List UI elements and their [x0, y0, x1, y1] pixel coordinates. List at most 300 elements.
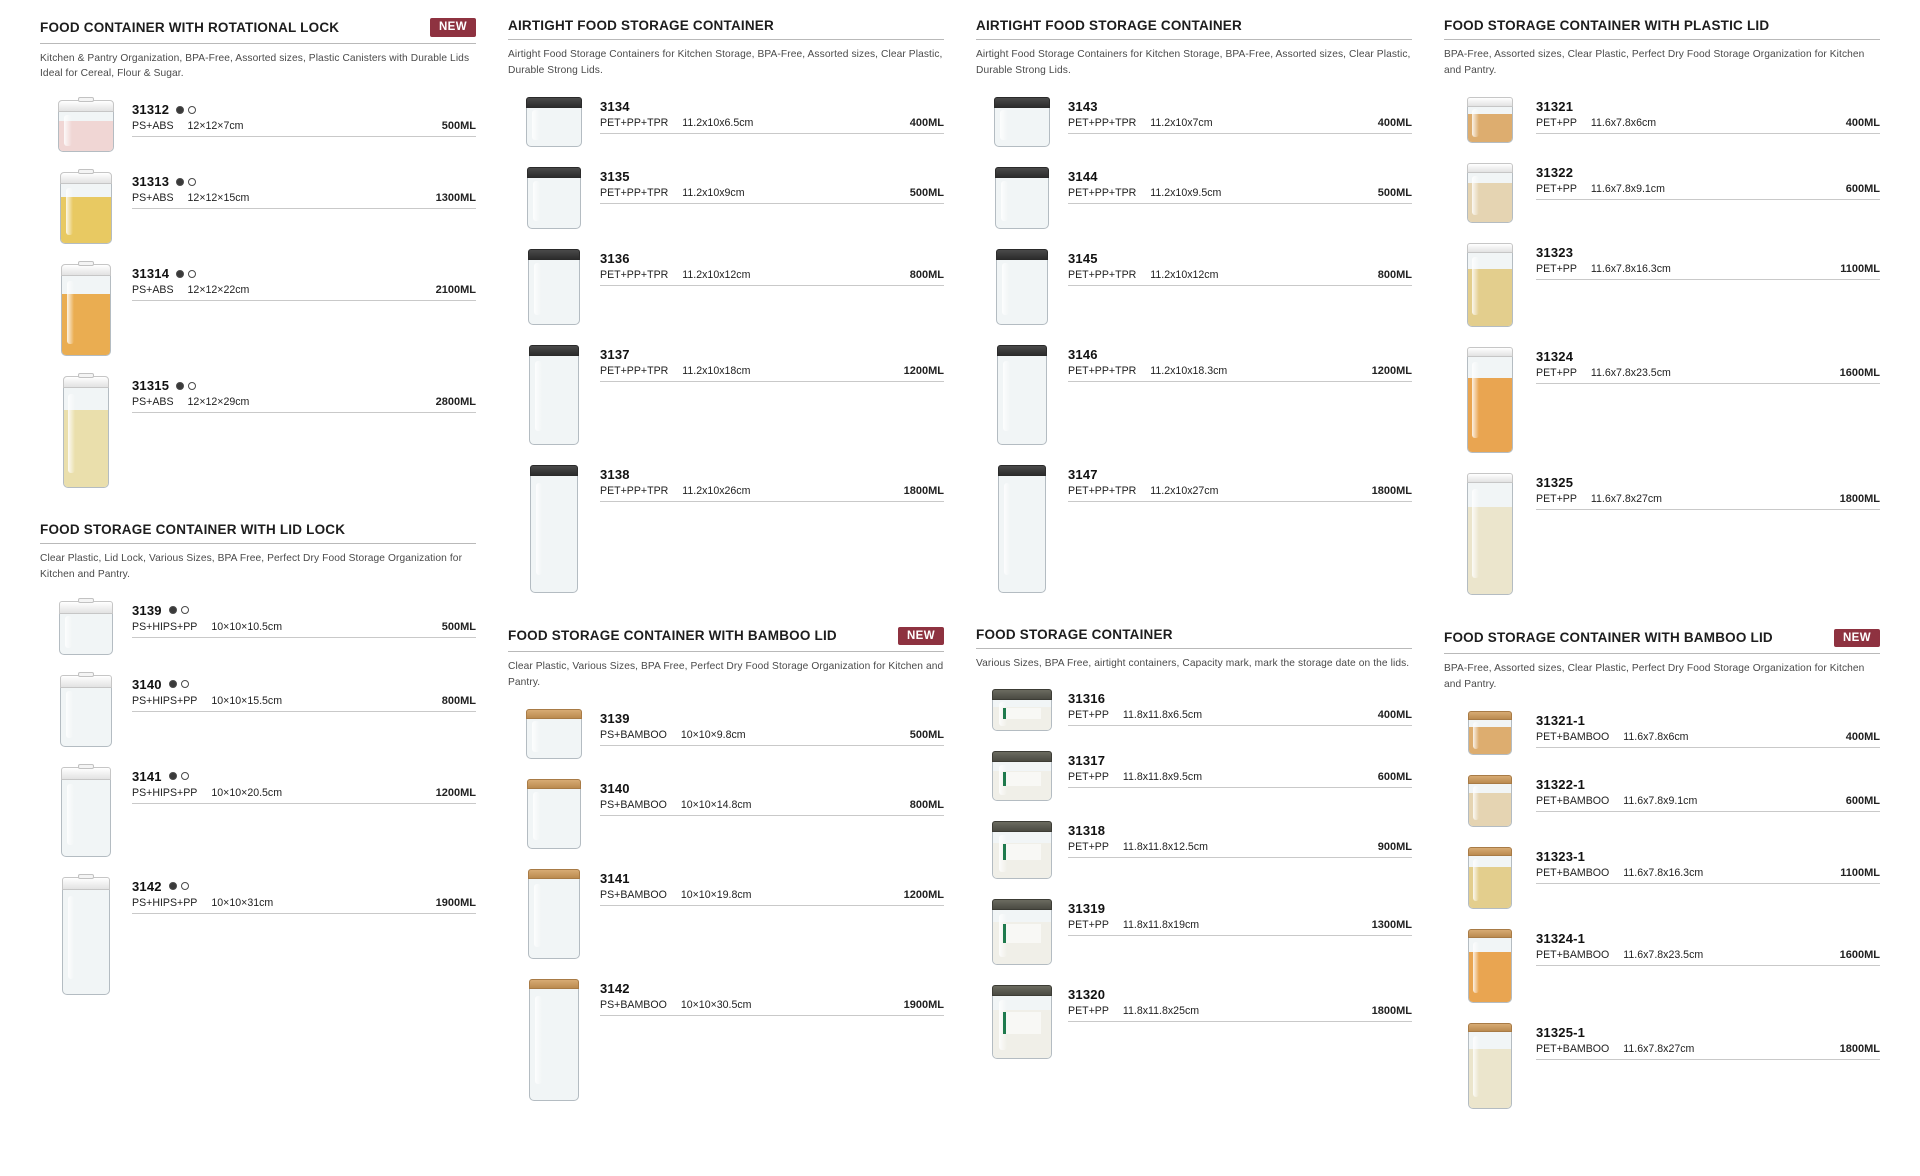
product-code-row	[600, 781, 944, 796]
product-dimensions: 11.6x7.8x6cm	[1623, 730, 1689, 743]
product-image	[1468, 711, 1512, 763]
product-image-cell	[40, 669, 132, 755]
container-body	[529, 356, 579, 445]
container-body	[527, 178, 581, 229]
section-header	[40, 18, 476, 44]
product-code: 31325-1	[1536, 1024, 1586, 1040]
container-body	[1467, 357, 1513, 453]
product-section	[40, 18, 476, 496]
product-capacity: 1800ML	[903, 484, 944, 497]
container-body	[1468, 856, 1512, 909]
product-image-cell	[508, 973, 600, 1109]
product-capacity: 1100ML	[1840, 262, 1880, 275]
product-spec-row	[1536, 367, 1880, 384]
product-image-cell	[976, 243, 1068, 333]
glass-highlight	[534, 263, 541, 314]
product-code-row	[1536, 165, 1880, 180]
section-description: Airtight Food Storage Containers for Kitchen Storage, BPA-Free, Assorted sizes, Clear Plastic, Durable Strong Lids.	[976, 49, 1411, 76]
glass-highlight	[536, 483, 542, 576]
product-capacity: 500ML	[441, 120, 476, 133]
product-code-row	[1536, 777, 1880, 792]
product-capacity: 1100ML	[1840, 866, 1880, 879]
container-lid	[994, 97, 1050, 108]
product-material: PS+BAMBOO	[600, 728, 667, 741]
product-image-cell	[508, 161, 600, 237]
product-spec-row	[600, 889, 944, 906]
product-spec-row	[1536, 183, 1880, 200]
product-image	[61, 767, 111, 865]
glass-highlight	[532, 110, 540, 140]
product-material: PET+PP	[1068, 841, 1109, 854]
product-info	[1536, 1017, 1880, 1060]
product-capacity: 400ML	[909, 116, 944, 129]
product-row	[1444, 237, 1880, 335]
product-code-row	[600, 99, 944, 114]
color-swatch-open	[181, 680, 189, 688]
product-info	[1536, 841, 1880, 884]
product-image-cell	[1444, 341, 1536, 461]
product-image	[998, 465, 1046, 601]
container-body	[998, 476, 1046, 593]
color-swatches	[176, 106, 196, 114]
product-code-row	[600, 871, 944, 886]
product-list	[508, 91, 944, 601]
product-image	[995, 167, 1049, 237]
product-code: 3141	[132, 768, 162, 784]
product-material: PET+PP+TPR	[1068, 484, 1137, 497]
product-info	[1068, 893, 1412, 936]
color-swatch-open	[181, 772, 189, 780]
glass-highlight	[66, 691, 73, 737]
glass-highlight	[1003, 361, 1010, 431]
container-body	[992, 996, 1052, 1059]
product-image-cell	[40, 258, 132, 364]
product-code: 31323	[1536, 244, 1574, 260]
product-material: PET+PP+TPR	[1068, 186, 1137, 199]
product-code: 31318	[1068, 823, 1106, 839]
container-lid	[526, 709, 582, 719]
product-spec-row	[600, 269, 944, 286]
section-title: AIRTIGHT FOOD STORAGE CONTAINER	[508, 18, 774, 33]
container-body	[60, 688, 112, 747]
product-spec-row	[1068, 187, 1412, 204]
product-image-cell	[1444, 157, 1536, 231]
product-info	[1068, 459, 1412, 502]
product-info	[600, 91, 944, 134]
product-dimensions: 10×10×19.8cm	[680, 888, 752, 901]
product-row	[1444, 923, 1880, 1011]
color-swatch-filled	[169, 606, 177, 614]
product-code: 31321	[1536, 98, 1574, 114]
product-capacity: 1600ML	[1839, 366, 1880, 379]
product-image-cell	[40, 595, 132, 663]
product-capacity: 1200ML	[903, 364, 944, 377]
product-capacity: 1200ML	[435, 786, 476, 799]
product-dimensions: 12×12×29cm	[187, 396, 250, 409]
col-3	[960, 18, 1428, 1158]
product-spec-row	[600, 485, 944, 502]
section-description: Clear Plastic, Lid Lock, Various Sizes, BPA Free, Perfect Dry Food Storage Organization for Kitchen and Pantry.	[40, 553, 463, 581]
product-dimensions: 11.8x11.8x12.5cm	[1122, 841, 1208, 854]
product-code-row	[132, 879, 476, 894]
product-dimensions: 11.6x7.8x27cm	[1623, 1042, 1695, 1055]
product-code: 31317	[1068, 753, 1106, 769]
product-image	[1468, 775, 1512, 835]
product-image	[994, 97, 1050, 155]
product-dimensions: 11.2x10x27cm	[1150, 484, 1219, 497]
glass-highlight	[1473, 786, 1479, 820]
product-spec-row	[1068, 117, 1412, 134]
container-lid	[1467, 347, 1513, 357]
product-code: 31314	[132, 266, 170, 282]
glass-highlight	[1000, 110, 1008, 140]
product-capacity: 400ML	[1845, 116, 1880, 129]
product-row	[976, 979, 1412, 1067]
product-section	[1444, 18, 1880, 603]
color-swatch-filled	[169, 680, 177, 688]
product-code-row	[1068, 691, 1412, 706]
product-spec-row	[132, 120, 476, 137]
product-material: PS+HIPS+PP	[132, 896, 198, 909]
product-code: 3142	[132, 878, 162, 894]
section-header	[1444, 629, 1880, 655]
product-spec-row	[1536, 867, 1880, 884]
product-dimensions: 10×10×14.8cm	[680, 798, 752, 811]
product-info	[600, 703, 944, 746]
product-info	[1536, 91, 1880, 134]
product-image	[526, 709, 582, 767]
product-code-row	[1068, 753, 1412, 768]
product-image	[1468, 847, 1512, 917]
product-row	[508, 91, 944, 155]
container-lid	[527, 167, 581, 178]
product-material: PET+PP+TPR	[600, 116, 669, 129]
product-material: PET+PP+TPR	[600, 484, 669, 497]
product-image-cell	[976, 161, 1068, 237]
container-body	[1467, 107, 1513, 143]
container-lid	[1467, 163, 1513, 173]
container-lid	[1468, 847, 1512, 856]
product-capacity: 1200ML	[1371, 364, 1412, 377]
container-lid	[992, 899, 1052, 910]
product-image-cell	[508, 243, 600, 333]
product-info	[1068, 815, 1412, 858]
product-dimensions: 11.6x7.8x16.3cm	[1590, 262, 1671, 275]
container-lid	[530, 465, 578, 476]
product-image-cell	[40, 94, 132, 160]
product-spec-row	[1536, 493, 1880, 510]
product-spec-row	[600, 117, 944, 134]
container-body	[528, 879, 580, 959]
product-code-row	[1536, 475, 1880, 490]
product-spec-row	[1536, 731, 1880, 748]
product-capacity: 1900ML	[903, 998, 944, 1011]
glass-highlight	[533, 792, 540, 839]
product-list	[1444, 705, 1880, 1117]
product-image-cell	[40, 761, 132, 865]
container-lid	[63, 376, 109, 388]
product-spec-row	[132, 284, 476, 301]
product-image	[529, 979, 579, 1109]
product-spec-row	[132, 695, 476, 712]
product-image-cell	[40, 166, 132, 252]
container-body	[1468, 784, 1512, 827]
product-capacity: 1900ML	[435, 896, 476, 909]
product-info	[600, 773, 944, 816]
product-code-row	[600, 711, 944, 726]
product-image-cell	[508, 703, 600, 767]
product-info	[1536, 237, 1880, 280]
product-code: 31322-1	[1536, 776, 1586, 792]
product-row	[1444, 91, 1880, 151]
product-image-cell	[40, 370, 132, 496]
product-image-cell	[976, 683, 1068, 739]
product-capacity: 600ML	[1377, 771, 1412, 784]
glass-highlight	[1472, 109, 1478, 137]
product-image	[61, 264, 111, 364]
product-section	[508, 18, 944, 601]
container-lid	[529, 345, 579, 356]
product-dimensions: 10×10×15.5cm	[211, 694, 283, 707]
product-list	[976, 683, 1412, 1067]
container-body	[528, 260, 580, 325]
product-capacity: 800ML	[1377, 268, 1412, 281]
product-code: 31322	[1536, 164, 1574, 180]
product-image-cell	[1444, 467, 1536, 603]
product-material: PET+PP+TPR	[1068, 116, 1137, 129]
container-body	[529, 989, 579, 1101]
product-row	[1444, 157, 1880, 231]
product-code-row	[1536, 349, 1880, 364]
product-spec-row	[600, 799, 944, 816]
product-code: 3143	[1068, 98, 1098, 114]
product-spec-row	[1068, 485, 1412, 502]
lid-lock-knob	[78, 169, 94, 174]
container-body	[530, 476, 578, 593]
product-spec-row	[600, 187, 944, 204]
glass-highlight	[1002, 263, 1009, 314]
product-material: PET+BAMBOO	[1536, 1042, 1610, 1055]
product-material: PET+PP+TPR	[600, 268, 669, 281]
glass-highlight	[65, 616, 72, 648]
product-code: 3146	[1068, 346, 1098, 362]
product-spec-row	[132, 897, 476, 914]
product-image	[992, 899, 1052, 973]
product-dimensions: 11.2x10x26cm	[682, 484, 751, 497]
product-list	[40, 94, 476, 496]
glass-highlight	[1472, 257, 1478, 315]
product-code: 3145	[1068, 250, 1098, 266]
glass-highlight	[68, 394, 74, 473]
product-dimensions: 11.6x7.8x16.3cm	[1623, 866, 1704, 879]
product-code-row	[132, 603, 476, 618]
container-lid	[997, 345, 1047, 356]
product-code: 31313	[132, 174, 170, 190]
product-material: PS+ABS	[132, 120, 174, 133]
product-capacity: 800ML	[909, 798, 944, 811]
container-body	[60, 184, 112, 244]
container-body	[1468, 938, 1512, 1003]
product-code: 31321-1	[1536, 712, 1586, 728]
product-image-cell	[1444, 769, 1536, 835]
product-row	[40, 166, 476, 252]
product-image-cell	[40, 871, 132, 1003]
product-code: 31315	[132, 378, 170, 394]
glass-highlight	[532, 721, 540, 752]
product-material: PS+BAMBOO	[600, 998, 667, 1011]
product-section	[508, 627, 944, 1109]
container-lid	[526, 97, 582, 108]
product-spec-row	[1536, 263, 1880, 280]
product-spec-row	[600, 729, 944, 746]
container-body	[62, 890, 110, 995]
product-code-row	[1536, 931, 1880, 946]
product-capacity: 1300ML	[1371, 919, 1412, 932]
section-header	[976, 18, 1412, 40]
product-info	[600, 243, 944, 286]
product-image-cell	[976, 339, 1068, 453]
color-swatches	[169, 680, 189, 688]
product-dimensions: 11.8x11.8x9.5cm	[1122, 771, 1203, 784]
glass-highlight	[68, 896, 74, 979]
lid-lock-knob	[78, 598, 94, 603]
product-dimensions: 11.2x10x18cm	[682, 364, 751, 377]
section-title: FOOD CONTAINER WITH ROTATIONAL LOCK	[40, 19, 340, 35]
capacity-mark-label	[1003, 1012, 1040, 1034]
product-image	[527, 167, 581, 237]
product-code-row	[1068, 169, 1412, 184]
product-code: 3138	[600, 466, 630, 482]
product-info	[1068, 243, 1412, 286]
product-capacity: 2100ML	[435, 284, 476, 297]
product-spec-row	[1068, 269, 1412, 286]
container-lid	[1468, 775, 1512, 784]
section-title: FOOD STORAGE CONTAINER WITH BAMBOO LID	[508, 628, 837, 644]
product-image	[60, 675, 112, 755]
product-material: PS+ABS	[132, 284, 174, 297]
product-code: 3135	[600, 168, 630, 184]
container-lid	[1467, 243, 1513, 253]
product-info	[600, 161, 944, 204]
product-image-cell	[976, 459, 1068, 601]
product-code-row	[132, 378, 476, 393]
product-row	[40, 94, 476, 160]
color-swatches	[169, 606, 189, 614]
product-code: 3142	[600, 980, 630, 996]
product-capacity: 400ML	[1845, 730, 1880, 743]
product-image	[992, 985, 1052, 1067]
product-material: PET+PP+TPR	[600, 186, 669, 199]
product-row	[1444, 705, 1880, 763]
container-lid	[527, 779, 581, 789]
product-code: 3139	[132, 602, 162, 618]
container-lid	[529, 979, 579, 989]
product-code-row	[1536, 245, 1880, 260]
col-2	[492, 18, 960, 1158]
color-swatch-open	[181, 882, 189, 890]
product-material: PET+PP	[1536, 116, 1577, 129]
product-info	[600, 973, 944, 1016]
product-row	[508, 339, 944, 453]
product-row	[976, 815, 1412, 887]
container-lid	[1467, 473, 1513, 483]
product-info	[1536, 467, 1880, 510]
container-lid	[992, 689, 1052, 700]
product-section	[976, 18, 1412, 601]
color-swatch-filled	[169, 882, 177, 890]
glass-highlight	[1472, 362, 1478, 438]
container-body	[995, 178, 1049, 229]
container-body	[992, 832, 1052, 879]
col-4	[1428, 18, 1896, 1158]
product-image-cell	[976, 815, 1068, 887]
product-code-row	[1536, 99, 1880, 114]
product-image	[1467, 347, 1513, 461]
product-material: PET+BAMBOO	[1536, 948, 1610, 961]
product-image-cell	[1444, 91, 1536, 151]
glass-highlight	[1001, 181, 1008, 221]
product-dimensions: 11.2x10x18.3cm	[1150, 364, 1228, 377]
product-row	[976, 243, 1412, 333]
product-dimensions: 11.2x10x9cm	[682, 186, 745, 199]
product-code-row	[600, 467, 944, 482]
new-badge: NEW	[898, 627, 944, 646]
container-lid	[528, 249, 580, 260]
container-body	[996, 260, 1048, 325]
capacity-mark-label	[1003, 924, 1040, 943]
product-material: PET+PP	[1536, 262, 1577, 275]
product-code-row	[1536, 713, 1880, 728]
product-capacity: 1800ML	[1839, 492, 1880, 505]
product-material: PET+PP	[1068, 1005, 1109, 1018]
product-dimensions: 11.6x7.8x23.5cm	[1590, 366, 1671, 379]
color-swatches	[176, 178, 196, 186]
product-material: PS+HIPS+PP	[132, 620, 198, 633]
product-image-cell	[508, 459, 600, 601]
section-title: FOOD STORAGE CONTAINER WITH BAMBOO LID	[1444, 630, 1773, 646]
container-body	[61, 780, 111, 857]
product-spec-row	[132, 787, 476, 804]
lid-lock-knob	[78, 672, 94, 677]
glass-highlight	[1473, 1036, 1479, 1097]
color-swatch-filled	[176, 270, 184, 278]
product-material: PET+BAMBOO	[1536, 866, 1610, 879]
product-info	[132, 258, 476, 301]
product-spec-row	[1068, 709, 1412, 726]
container-lid	[58, 100, 114, 112]
product-material: PET+PP	[1536, 492, 1577, 505]
new-badge: NEW	[1834, 629, 1880, 648]
product-info	[132, 595, 476, 638]
product-material: PS+ABS	[132, 396, 174, 409]
product-info	[600, 459, 944, 502]
product-dimensions: 11.6x7.8x9.1cm	[1623, 794, 1698, 807]
product-info	[1536, 341, 1880, 384]
product-code-row	[1068, 987, 1412, 1002]
product-info	[132, 871, 476, 914]
section-header	[976, 627, 1412, 649]
product-spec-row	[600, 999, 944, 1016]
capacity-mark-label	[1003, 844, 1040, 861]
product-code: 31324	[1536, 348, 1574, 364]
product-image-cell	[976, 745, 1068, 809]
product-dimensions: 11.8x11.8x25cm	[1122, 1005, 1200, 1018]
container-lid	[992, 751, 1052, 762]
product-spec-row	[1068, 365, 1412, 382]
product-capacity: 1200ML	[903, 888, 944, 901]
product-image	[996, 249, 1048, 333]
product-material: PET+PP	[1068, 919, 1109, 932]
